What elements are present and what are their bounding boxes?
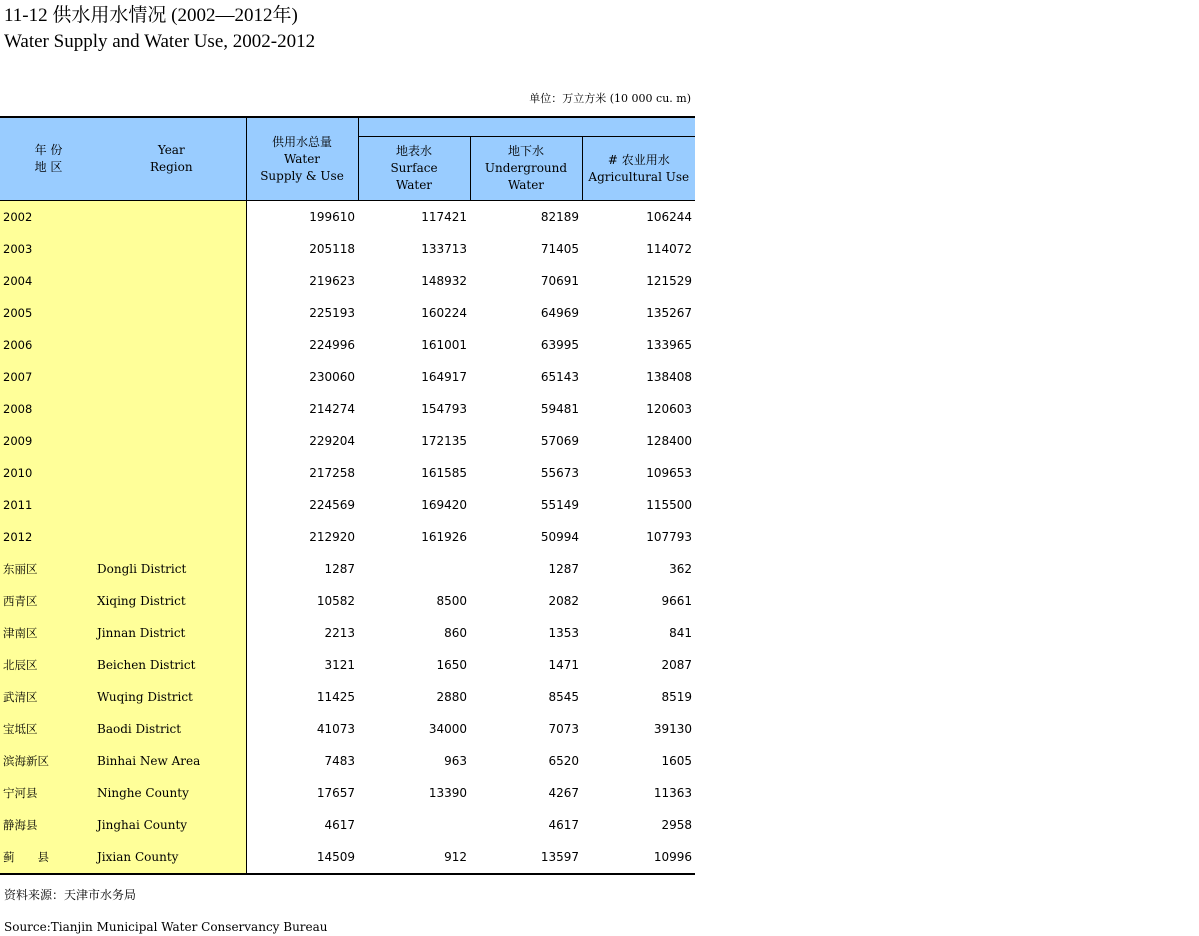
row-region: Jixian County [97, 841, 246, 874]
cell-total: 7483 [324, 754, 355, 768]
row-region: Binhai New Area [97, 745, 246, 777]
table-header [0, 117, 695, 201]
row-region [97, 329, 246, 361]
row-stub: 宝坻区 [0, 713, 97, 745]
row-stub: 东丽区 [0, 553, 97, 585]
header-total-en-2: Supply & Use [260, 168, 344, 183]
cell-agri: 114072 [646, 242, 693, 256]
row-region [97, 425, 246, 457]
row-region [97, 361, 246, 393]
header-total-cn: 供用水总量 [271, 134, 332, 149]
cell-total: 212920 [309, 530, 355, 544]
cell-total: 41073 [316, 722, 355, 736]
header-year-en: Year [157, 143, 185, 157]
table-row [0, 649, 695, 681]
row-region [97, 265, 246, 297]
row-stub: 津南区 [0, 617, 97, 649]
cell-total: 214274 [309, 402, 355, 416]
cell-underground: 6520 [548, 754, 579, 768]
header-underground-en-1: Underground [484, 161, 568, 175]
row-stub: 2005 [0, 297, 97, 329]
cell-surface: 912 [444, 850, 467, 864]
row-stub: 北辰区 [0, 649, 97, 681]
header-region-cn: 地 区 [34, 160, 63, 174]
cell-agri: 115500 [646, 498, 693, 512]
data-table-container [0, 116, 695, 875]
header-surface-cn: 地表水 [395, 144, 432, 158]
cell-agri: 121529 [646, 274, 693, 288]
row-stub: 滨海新区 [0, 745, 97, 777]
cell-surface: 1650 [436, 658, 467, 672]
cell-underground: 70691 [540, 274, 579, 288]
cell-surface: 860 [444, 626, 467, 640]
row-stub: 静海县 [0, 809, 97, 841]
row-region: Beichen District [97, 649, 246, 681]
row-region: Baodi District [97, 713, 246, 745]
cell-underground: 55149 [540, 498, 579, 512]
cell-total: 4617 [324, 818, 355, 832]
cell-surface [358, 553, 470, 585]
cell-underground: 65143 [540, 370, 579, 384]
cell-total: 17657 [316, 786, 355, 800]
header-stub-cn [0, 117, 97, 201]
table-row [0, 553, 695, 585]
header-surface [358, 137, 470, 201]
header-total-en-1: Water [283, 151, 321, 166]
row-region: Wuqing District [97, 681, 246, 713]
cell-agri: 138408 [646, 370, 693, 384]
table-row [0, 617, 695, 649]
table-row [0, 841, 695, 874]
cell-total: 14509 [316, 850, 355, 864]
row-region [97, 489, 246, 521]
cell-surface: 963 [444, 754, 467, 768]
row-region: Xiqing District [97, 585, 246, 617]
unit-label: 单位：万立方米 (10 000 cu. m) [529, 92, 691, 105]
cell-surface: 117421 [421, 210, 467, 224]
cell-total: 199610 [309, 210, 355, 224]
cell-total: 2213 [324, 626, 355, 640]
cell-surface: 154793 [421, 402, 467, 416]
water-supply-table [0, 116, 695, 875]
table-row [0, 361, 695, 393]
cell-agri: 39130 [653, 722, 693, 736]
cell-underground: 50994 [540, 530, 579, 544]
row-region [97, 233, 246, 265]
table-row [0, 233, 695, 265]
cell-surface: 161926 [421, 530, 467, 544]
cell-agri: 2958 [661, 818, 693, 832]
cell-agri: 106244 [646, 210, 693, 224]
cell-underground: 64969 [540, 306, 579, 320]
cell-total: 205118 [309, 242, 355, 256]
cell-surface: 133713 [421, 242, 467, 256]
cell-underground: 59481 [540, 402, 579, 416]
cell-surface: 34000 [428, 722, 467, 736]
header-top-spacer [358, 117, 695, 137]
cell-underground: 55673 [540, 466, 579, 480]
cell-total: 224569 [309, 498, 355, 512]
table-row [0, 297, 695, 329]
cell-surface: 148932 [421, 274, 467, 288]
row-region [97, 297, 246, 329]
cell-agri: 8519 [661, 690, 693, 704]
table-row [0, 329, 695, 361]
header-agri-en: Agricultural Use [588, 169, 690, 184]
cell-agri: 120603 [646, 402, 693, 416]
title-english: Water Supply and Water Use, 2002-2012 [4, 31, 316, 52]
row-region [97, 521, 246, 553]
table-row [0, 457, 695, 489]
table-row [0, 425, 695, 457]
cell-agri: 107793 [646, 530, 693, 544]
row-region: Jinghai County [97, 809, 246, 841]
source-chinese: 资料来源：天津市水务局 [4, 888, 137, 902]
cell-agri: 9661 [661, 594, 693, 608]
cell-agri: 109653 [646, 466, 693, 480]
row-stub: 2010 [0, 457, 97, 489]
cell-total: 224996 [309, 338, 355, 352]
table-row [0, 489, 695, 521]
table-row [0, 713, 695, 745]
cell-underground: 82189 [540, 210, 579, 224]
table-row [0, 265, 695, 297]
row-region: Ninghe County [97, 777, 246, 809]
cell-surface: 172135 [421, 434, 467, 448]
cell-underground: 8545 [548, 690, 579, 704]
header-surface-en-2: Water [395, 178, 433, 192]
header-total [246, 117, 358, 201]
cell-surface [358, 809, 470, 841]
cell-surface: 169420 [421, 498, 467, 512]
cell-agri: 11363 [653, 786, 693, 800]
cell-agri: 133965 [646, 338, 693, 352]
row-region: Jinnan District [97, 617, 246, 649]
cell-total: 1287 [324, 562, 355, 576]
table-row [0, 201, 695, 234]
cell-total: 3121 [324, 658, 355, 672]
cell-underground: 2082 [548, 594, 579, 608]
header-surface-en-1: Surface [390, 161, 438, 175]
title-chinese: 11-12 供水用水情况 (2002—2012年) [4, 5, 298, 26]
header-agri-cn: # 农业用水 [607, 152, 670, 167]
header-region-en: Region [149, 160, 193, 174]
cell-underground: 1353 [548, 626, 579, 640]
row-region [97, 201, 246, 234]
cell-surface: 164917 [421, 370, 467, 384]
cell-agri: 841 [669, 626, 693, 640]
header-underground [470, 137, 582, 201]
cell-agri: 362 [669, 562, 693, 576]
cell-total: 230060 [309, 370, 355, 384]
cell-underground: 4267 [548, 786, 579, 800]
row-stub: 2006 [0, 329, 97, 361]
table-row [0, 745, 695, 777]
source-english: Source:Tianjin Municipal Water Conservancy Bureau [4, 920, 328, 934]
cell-surface: 161585 [421, 466, 467, 480]
cell-underground: 4617 [548, 818, 579, 832]
cell-underground: 7073 [548, 722, 579, 736]
row-stub: 2007 [0, 361, 97, 393]
row-stub: 2002 [0, 201, 97, 234]
row-stub: 2009 [0, 425, 97, 457]
cell-agri: 10996 [653, 850, 693, 864]
cell-underground: 1471 [548, 658, 579, 672]
cell-surface: 161001 [421, 338, 467, 352]
table-row [0, 521, 695, 553]
cell-underground: 13597 [540, 850, 579, 864]
cell-total: 219623 [309, 274, 355, 288]
header-underground-cn: 地下水 [507, 144, 544, 158]
cell-total: 11425 [316, 690, 355, 704]
cell-agri: 135267 [646, 306, 693, 320]
row-region [97, 457, 246, 489]
row-stub: 2011 [0, 489, 97, 521]
cell-underground: 63995 [540, 338, 579, 352]
row-stub: 宁河县 [0, 777, 97, 809]
cell-underground: 1287 [548, 562, 579, 576]
row-region: Dongli District [97, 553, 246, 585]
header-agri [582, 137, 695, 201]
row-stub: 西青区 [0, 585, 97, 617]
table-row [0, 585, 695, 617]
cell-total: 10582 [316, 594, 355, 608]
header-year-cn: 年 份 [34, 143, 63, 157]
table-body [0, 201, 695, 875]
row-stub: 2012 [0, 521, 97, 553]
header-underground-en-2: Water [507, 178, 545, 192]
cell-total: 225193 [309, 306, 355, 320]
cell-underground: 57069 [540, 434, 579, 448]
row-stub: 2008 [0, 393, 97, 425]
cell-agri: 2087 [661, 658, 693, 672]
row-stub: 2004 [0, 265, 97, 297]
table-row [0, 777, 695, 809]
cell-total: 229204 [309, 434, 355, 448]
cell-surface: 8500 [436, 594, 467, 608]
row-stub: 蓟 县 [0, 841, 97, 874]
row-stub: 武清区 [0, 681, 97, 713]
cell-surface: 2880 [436, 690, 467, 704]
row-stub: 2003 [0, 233, 97, 265]
cell-agri: 128400 [646, 434, 693, 448]
table-row [0, 393, 695, 425]
cell-agri: 1605 [661, 754, 693, 768]
table-row [0, 809, 695, 841]
table-row [0, 681, 695, 713]
row-region [97, 393, 246, 425]
cell-total: 217258 [309, 466, 355, 480]
header-stub-en [97, 117, 246, 201]
cell-surface: 160224 [421, 306, 467, 320]
cell-underground: 71405 [540, 242, 579, 256]
cell-surface: 13390 [428, 786, 467, 800]
